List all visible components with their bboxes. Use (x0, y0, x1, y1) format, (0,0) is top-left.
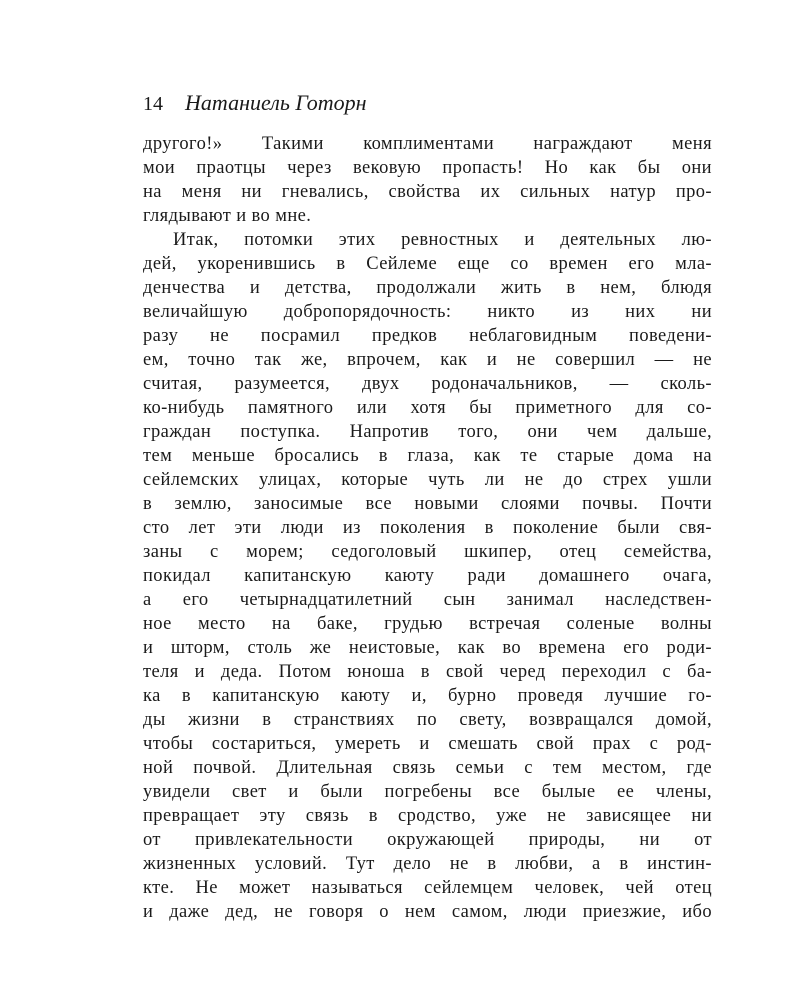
text-line: на меня ни гневались, свойства их сильных натур про- (143, 182, 712, 202)
text-line: разу не посрамил предков неблаговидным поведени- (143, 326, 712, 346)
running-header (143, 90, 367, 116)
text-line: ка в капитанскую каюту и, бурно проведя лучшие го- (143, 686, 712, 706)
text-line: и даже дед, не говоря о нем самом, люди приезжие, ибо (143, 902, 712, 922)
text-line: сейлемских улицах, которые чуть ли не до стрех ушли (143, 470, 712, 490)
text-line: сто лет эти люди из поколения в поколение были свя- (143, 518, 712, 538)
text-line: мои праотцы через вековую пропасть! Но как бы они (143, 158, 712, 178)
text-line: жизненных условий. Тут дело не в любви, а в инстин- (143, 854, 712, 874)
text-line: ем, точно так же, впрочем, как и не совершил — не (143, 350, 712, 370)
body-text (143, 132, 712, 924)
text-line: и шторм, столь же неистовые, как во времена его роди- (143, 638, 712, 658)
page-number: 14 (143, 93, 163, 115)
text-line: а его четырнадцатилетний сын занимал наследствен- (143, 590, 712, 610)
text-line: граждан поступка. Напротив того, они чем дальше, (143, 422, 712, 442)
text-line: ное место на баке, грудью встречая соленые волны (143, 614, 712, 634)
running-title: Натаниель Готорн (185, 90, 367, 115)
text-line: превращает эту связь в сродство, уже не зависящее ни (143, 806, 712, 826)
text-line: ко-нибудь памятного или хотя бы приметного для со- (143, 398, 712, 418)
text-line: глядывают и во мне. (143, 206, 312, 226)
text-line: чтобы состариться, умереть и смешать свой прах с род- (143, 734, 712, 754)
text-line: величайшую добропорядочность: никто из них ни (143, 302, 712, 322)
text-line: считая, разумеется, двух родоначальников, — сколь- (143, 374, 712, 394)
text-line: ной почвой. Длительная связь семьи с тем местом, где (143, 758, 712, 778)
text-line: другого!» Такими комплиментами награждают меня (143, 134, 712, 154)
text-line: от привлекательности окружающей природы, ни от (143, 830, 712, 850)
text-line: покидал капитанскую каюту ради домашнего очага, (143, 566, 712, 586)
text-line: дей, укоренившись в Сейлеме еще со времен его мла- (143, 254, 712, 274)
text-line: тем меньше бросались в глаза, как те старые дома на (143, 446, 712, 466)
text-line: заны с морем; седоголовый шкипер, отец семейства, (143, 542, 712, 562)
text-line: денчества и детства, продолжали жить в нем, блюдя (143, 278, 712, 298)
text-line: ды жизни в странствиях по свету, возвращался домой, (143, 710, 712, 730)
text-line: кте. Не может называться сейлемцем человек, чей отец (143, 878, 712, 898)
text-line: в землю, заносимые все новыми слоями почвы. Почти (143, 494, 712, 514)
text-line: увидели свет и были погребены все былые ее члены, (143, 782, 712, 802)
text-line: Итак, потомки этих ревностных и деятельных лю- (173, 230, 712, 250)
text-line: теля и деда. Потом юноша в свой черед переходил с ба- (143, 662, 712, 682)
